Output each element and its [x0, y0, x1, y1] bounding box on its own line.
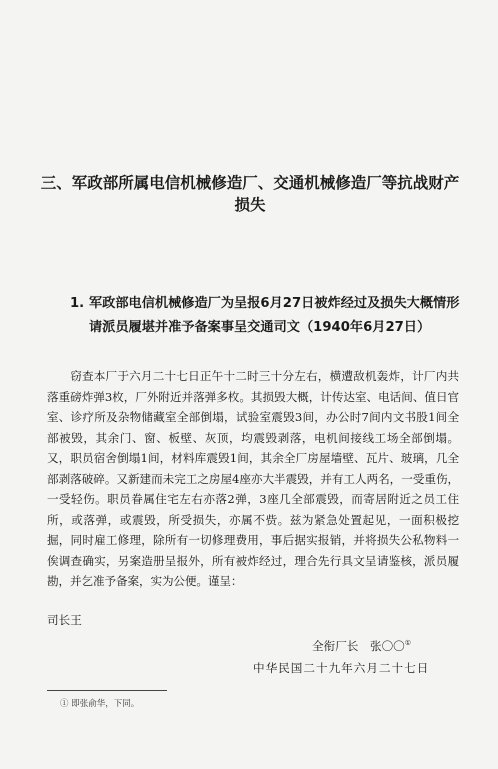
footnote-divider [47, 690, 167, 691]
section-title: 三、军政部所属电信机械修造厂、交通机械修造厂等抗战财产损失 [40, 173, 460, 214]
footnote: ① 即张俞华，下同。 [60, 699, 140, 709]
signer-line [312, 638, 411, 654]
addressee: 司长王 [47, 613, 82, 627]
document-number: 1. [70, 296, 85, 311]
signer-name: 全衔厂长 张〇〇 [312, 639, 405, 653]
footnote-marker: ① [404, 639, 412, 648]
body-paragraph: 窃查本厂于六月二十七日正午十二时三十分左右，横遭敌机轰炸，计厂内共落重磅炸弹3枚，厂外附近并落弹多枚。其损毁大概，计传达室、电话间、值日官室、诊疗所及杂物储藏室全部倒塌，试验室震毁3间，办公时7间内文书股1间全部被毁，其余门、窗、板壁、灰顶，均震毁剥落，电机间接线工场全部倒塌。又，职员宿舍倒塌1间，材料库震毁1间，其余全厂房屋墙壁、瓦片、玻璃，几全部剥落破碎。又新建而未完工之房屋4座亦大半震毁，并有工人两名，一受重伤，一受轻伤。职员眷属住宅左右亦落2弹，3座几全部震毁，而寄居附近之员工住所，或落弹，或震毁，所受损失，亦属不赀。兹为紧急处置起见，一面积极挖掘，同时雇工修理，除所有一切修理费用，事后据实报销，并将损失公私物料一俟调查确实，另案造册呈报外，所有被炸经过，理合先行具文呈请鉴核，派员履勘，并乞准予备案，实为公便。谨呈： [47, 369, 459, 588]
document-title-text: 军政部电信机械修造厂为呈报6月27日被炸经过及损失大概情形请派员履堪并准予备案事呈交通司文（1940年6月27日） [89, 296, 460, 335]
document-body [47, 366, 459, 592]
document-date: 中华民国二十九年六月二十七日 [253, 661, 430, 675]
document-title [72, 292, 464, 340]
